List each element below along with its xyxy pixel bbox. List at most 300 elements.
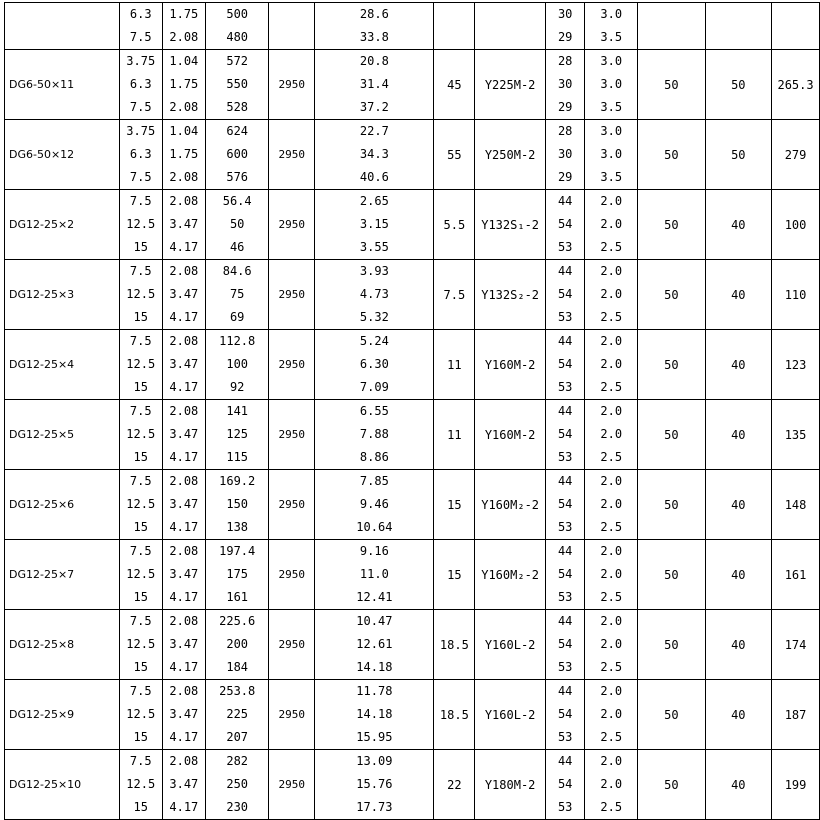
motor-model-cell: Y160L-2: [475, 610, 546, 680]
shaft-power-cell-value: 6.30: [359, 357, 389, 371]
shaft-power-cell-value: 14.18: [356, 707, 393, 721]
shaft-power-cell-value: 5.24: [359, 334, 389, 348]
npsh-cell-value: 2.5: [600, 380, 623, 394]
npsh-cell: [585, 540, 638, 610]
weight-cell: 187: [772, 680, 820, 750]
motor-power-cell: 15: [434, 470, 475, 540]
efficiency-cell: [545, 260, 584, 330]
shaft-power-cell-value: 15.95: [356, 730, 393, 744]
head-cell-value: 138: [226, 520, 249, 534]
flow-ls-cell-value: 1.75: [169, 7, 199, 21]
flow-ls-cell-value: 2.08: [169, 100, 199, 114]
efficiency-cell: [545, 120, 584, 190]
shaft-power-cell-value: 10.64: [356, 520, 393, 534]
shaft-power-cell-value: 3.93: [359, 264, 389, 278]
efficiency-cell-value: 44: [557, 544, 573, 558]
shaft-power-cell: [315, 330, 434, 400]
outlet-cell: 40: [705, 400, 772, 470]
efficiency-cell-value: 44: [557, 474, 573, 488]
efficiency-cell-value: 54: [557, 357, 573, 371]
efficiency-cell-value: 44: [557, 614, 573, 628]
flow-ls-cell-value: 3.47: [169, 567, 199, 581]
head-cell-value: 150: [226, 497, 249, 511]
speed-cell: 2950: [269, 400, 315, 470]
npsh-cell-value: 3.0: [600, 124, 623, 138]
flow-m3h-cell-value: 7.5: [129, 194, 152, 208]
head-cell-value: 175: [226, 567, 249, 581]
efficiency-cell-value: 28: [557, 54, 573, 68]
inlet-cell: 50: [638, 680, 705, 750]
npsh-cell-value: 2.0: [600, 567, 623, 581]
efficiency-cell-value: 53: [557, 590, 573, 604]
flow-m3h-cell-value: 6.3: [129, 147, 152, 161]
flow-m3h-cell-value: 6.3: [129, 7, 152, 21]
head-cell-value: 225.6: [219, 614, 256, 628]
flow-m3h-cell-value: 7.5: [129, 404, 152, 418]
speed-cell: 2950: [269, 120, 315, 190]
shaft-power-cell-value: 40.6: [359, 170, 389, 184]
shaft-power-cell-value: 7.85: [359, 474, 389, 488]
table-row: [5, 400, 820, 470]
shaft-power-cell-value: 13.09: [356, 754, 393, 768]
head-cell: [206, 680, 269, 750]
shaft-power-cell: [315, 400, 434, 470]
inlet-cell: 50: [638, 540, 705, 610]
npsh-cell-value: 2.0: [600, 194, 623, 208]
weight-cell: 174: [772, 610, 820, 680]
weight-cell: 199: [772, 750, 820, 820]
npsh-cell-value: 2.0: [600, 544, 623, 558]
npsh-cell-value: 2.0: [600, 404, 623, 418]
flow-m3h-cell-value: 6.3: [129, 77, 152, 91]
shaft-power-cell-value: 11.0: [359, 567, 389, 581]
head-cell: [206, 610, 269, 680]
shaft-power-cell: [315, 50, 434, 120]
model-cell: DG12-25×10: [5, 750, 120, 820]
flow-m3h-cell-value: 15: [133, 450, 148, 464]
weight-cell: 148: [772, 470, 820, 540]
flow-ls-cell-value: 2.08: [169, 614, 199, 628]
npsh-cell-value: 2.5: [600, 520, 623, 534]
flow-m3h-cell: [119, 680, 162, 750]
flow-m3h-cell-value: 12.5: [126, 427, 156, 441]
head-cell-value: 141: [226, 404, 249, 418]
flow-m3h-cell-value: 7.5: [129, 170, 152, 184]
weight-cell: 123: [772, 330, 820, 400]
flow-m3h-cell-value: 7.5: [129, 684, 152, 698]
motor-model-cell: Y160M₂-2: [475, 470, 546, 540]
shaft-power-cell-value: 7.09: [359, 380, 389, 394]
shaft-power-cell-value: 15.76: [356, 777, 393, 791]
flow-ls-cell: [162, 470, 206, 540]
npsh-cell-value: 3.0: [600, 54, 623, 68]
npsh-cell-value: 2.0: [600, 287, 623, 301]
flow-ls-cell: [162, 750, 206, 820]
npsh-cell-value: 3.0: [600, 147, 623, 161]
npsh-cell: [585, 680, 638, 750]
head-cell-value: 576: [226, 170, 249, 184]
shaft-power-cell: [315, 3, 434, 50]
npsh-cell: [585, 50, 638, 120]
efficiency-cell: [545, 540, 584, 610]
npsh-cell: [585, 120, 638, 190]
shaft-power-cell-value: 9.46: [359, 497, 389, 511]
shaft-power-cell-value: 20.8: [359, 54, 389, 68]
motor-power-cell: 18.5: [434, 680, 475, 750]
efficiency-cell-value: 54: [557, 567, 573, 581]
shaft-power-cell-value: 7.88: [359, 427, 389, 441]
flow-ls-cell: [162, 190, 206, 260]
head-cell-value: 624: [226, 124, 249, 138]
efficiency-cell-value: 29: [557, 170, 573, 184]
efficiency-cell-value: 53: [557, 450, 573, 464]
flow-m3h-cell-value: 15: [133, 240, 148, 254]
weight-cell: 265.3: [772, 50, 820, 120]
model-cell: DG12-25×3: [5, 260, 120, 330]
efficiency-cell-value: 44: [557, 754, 573, 768]
flow-ls-cell-value: 2.08: [169, 264, 199, 278]
inlet-cell: 50: [638, 120, 705, 190]
head-cell: [206, 470, 269, 540]
table-row: [5, 330, 820, 400]
flow-ls-cell-value: 2.08: [169, 334, 199, 348]
npsh-cell-value: 2.0: [600, 684, 623, 698]
model-cell: DG12-25×9: [5, 680, 120, 750]
flow-m3h-cell: [119, 50, 162, 120]
speed-cell: 2950: [269, 190, 315, 260]
motor-power-cell: 15: [434, 540, 475, 610]
weight-cell: [772, 3, 820, 50]
flow-ls-cell-value: 2.08: [169, 170, 199, 184]
shaft-power-cell: [315, 540, 434, 610]
npsh-cell-value: 2.0: [600, 754, 623, 768]
efficiency-cell-value: 53: [557, 310, 573, 324]
flow-m3h-cell: [119, 470, 162, 540]
head-cell-value: 282: [226, 754, 249, 768]
flow-ls-cell-value: 2.08: [169, 754, 199, 768]
outlet-cell: 50: [705, 50, 772, 120]
npsh-cell-value: 3.0: [600, 7, 623, 21]
motor-model-cell: Y180M-2: [475, 750, 546, 820]
npsh-cell-value: 2.5: [600, 730, 623, 744]
shaft-power-cell-value: 14.18: [356, 660, 393, 674]
motor-power-cell: 22: [434, 750, 475, 820]
npsh-cell-value: 2.0: [600, 497, 623, 511]
efficiency-cell: [545, 50, 584, 120]
motor-model-cell: Y250M-2: [475, 120, 546, 190]
shaft-power-cell-value: 5.32: [359, 310, 389, 324]
shaft-power-cell-value: 31.4: [359, 77, 389, 91]
shaft-power-cell-value: 2.65: [359, 194, 389, 208]
table-row: [5, 610, 820, 680]
motor-power-cell: 11: [434, 400, 475, 470]
efficiency-cell: [545, 330, 584, 400]
flow-m3h-cell-value: 15: [133, 660, 148, 674]
head-cell-value: 480: [226, 30, 249, 44]
flow-ls-cell-value: 2.08: [169, 684, 199, 698]
efficiency-cell-value: 54: [557, 777, 573, 791]
shaft-power-cell-value: 12.41: [356, 590, 393, 604]
flow-ls-cell-value: 4.17: [169, 660, 199, 674]
npsh-cell-value: 3.5: [600, 170, 623, 184]
motor-power-cell: 18.5: [434, 610, 475, 680]
motor-model-cell: Y160L-2: [475, 680, 546, 750]
motor-power-cell: 5.5: [434, 190, 475, 260]
flow-m3h-cell-value: 7.5: [129, 544, 152, 558]
inlet-cell: 50: [638, 400, 705, 470]
flow-ls-cell-value: 3.47: [169, 777, 199, 791]
flow-ls-cell-value: 2.08: [169, 194, 199, 208]
flow-ls-cell: [162, 260, 206, 330]
npsh-cell: [585, 190, 638, 260]
flow-m3h-cell-value: 7.5: [129, 614, 152, 628]
flow-m3h-cell-value: 12.5: [126, 567, 156, 581]
efficiency-cell-value: 54: [557, 497, 573, 511]
table-body: [5, 3, 820, 820]
npsh-cell-value: 3.5: [600, 30, 623, 44]
npsh-cell: [585, 750, 638, 820]
flow-ls-cell-value: 3.47: [169, 637, 199, 651]
efficiency-cell-value: 53: [557, 520, 573, 534]
weight-cell: 100: [772, 190, 820, 260]
flow-m3h-cell: [119, 190, 162, 260]
efficiency-cell-value: 28: [557, 124, 573, 138]
head-cell: [206, 3, 269, 50]
inlet-cell: 50: [638, 330, 705, 400]
npsh-cell-value: 2.5: [600, 590, 623, 604]
shaft-power-cell-value: 10.47: [356, 614, 393, 628]
npsh-cell: [585, 330, 638, 400]
npsh-cell-value: 2.0: [600, 777, 623, 791]
flow-m3h-cell-value: 7.5: [129, 30, 152, 44]
table-row: [5, 680, 820, 750]
head-cell: [206, 400, 269, 470]
speed-cell: 2950: [269, 50, 315, 120]
shaft-power-cell: [315, 750, 434, 820]
head-cell-value: 69: [229, 310, 245, 324]
efficiency-cell-value: 29: [557, 100, 573, 114]
table-row: [5, 260, 820, 330]
speed-cell: 2950: [269, 260, 315, 330]
npsh-cell-value: 2.0: [600, 357, 623, 371]
flow-ls-cell-value: 2.08: [169, 544, 199, 558]
flow-ls-cell: [162, 3, 206, 50]
table-row: [5, 50, 820, 120]
head-cell-value: 500: [226, 7, 249, 21]
efficiency-cell-value: 30: [557, 77, 573, 91]
head-cell-value: 50: [229, 217, 245, 231]
flow-ls-cell-value: 1.75: [169, 147, 199, 161]
weight-cell: 279: [772, 120, 820, 190]
weight-cell: 110: [772, 260, 820, 330]
outlet-cell: 40: [705, 540, 772, 610]
flow-ls-cell-value: 4.17: [169, 240, 199, 254]
motor-power-cell: 45: [434, 50, 475, 120]
speed-cell: 2950: [269, 470, 315, 540]
head-cell-value: 161: [226, 590, 249, 604]
head-cell-value: 600: [226, 147, 249, 161]
efficiency-cell: [545, 610, 584, 680]
model-cell: DG12-25×8: [5, 610, 120, 680]
outlet-cell: [705, 3, 772, 50]
efficiency-cell-value: 44: [557, 404, 573, 418]
flow-m3h-cell-value: 12.5: [126, 497, 156, 511]
npsh-cell: [585, 3, 638, 50]
shaft-power-cell-value: 9.16: [359, 544, 389, 558]
flow-m3h-cell-value: 7.5: [129, 264, 152, 278]
head-cell-value: 200: [226, 637, 249, 651]
head-cell-value: 253.8: [219, 684, 256, 698]
efficiency-cell-value: 30: [557, 147, 573, 161]
motor-model-cell: Y225M-2: [475, 50, 546, 120]
head-cell-value: 56.4: [222, 194, 252, 208]
flow-ls-cell-value: 4.17: [169, 520, 199, 534]
flow-ls-cell-value: 3.47: [169, 497, 199, 511]
motor-model-cell: Y132S₂-2: [475, 260, 546, 330]
npsh-cell-value: 2.0: [600, 474, 623, 488]
flow-ls-cell-value: 1.04: [169, 54, 199, 68]
flow-m3h-cell-value: 3.75: [126, 54, 156, 68]
npsh-cell-value: 2.0: [600, 264, 623, 278]
flow-ls-cell-value: 2.08: [169, 30, 199, 44]
head-cell-value: 230: [226, 800, 249, 814]
efficiency-cell-value: 44: [557, 194, 573, 208]
flow-ls-cell-value: 4.17: [169, 450, 199, 464]
flow-m3h-cell-value: 7.5: [129, 100, 152, 114]
efficiency-cell-value: 53: [557, 380, 573, 394]
model-cell: DG12-25×7: [5, 540, 120, 610]
head-cell: [206, 750, 269, 820]
flow-m3h-cell-value: 15: [133, 800, 148, 814]
pump-spec-table: [4, 2, 820, 820]
npsh-cell-value: 2.0: [600, 217, 623, 231]
flow-ls-cell-value: 3.47: [169, 357, 199, 371]
shaft-power-cell: [315, 190, 434, 260]
model-cell: DG12-25×5: [5, 400, 120, 470]
efficiency-cell-value: 53: [557, 660, 573, 674]
inlet-cell: 50: [638, 750, 705, 820]
shaft-power-cell: [315, 680, 434, 750]
flow-m3h-cell-value: 12.5: [126, 707, 156, 721]
npsh-cell-value: 3.5: [600, 100, 623, 114]
weight-cell: 135: [772, 400, 820, 470]
shaft-power-cell-value: 4.73: [359, 287, 389, 301]
shaft-power-cell-value: 11.78: [356, 684, 393, 698]
speed-cell: 2950: [269, 540, 315, 610]
shaft-power-cell-value: 37.2: [359, 100, 389, 114]
motor-model-cell: Y160M₂-2: [475, 540, 546, 610]
head-cell: [206, 330, 269, 400]
flow-ls-cell: [162, 680, 206, 750]
flow-m3h-cell-value: 15: [133, 590, 148, 604]
flow-m3h-cell-value: 12.5: [126, 357, 156, 371]
speed-cell: 2950: [269, 750, 315, 820]
motor-model-cell: Y132S₁-2: [475, 190, 546, 260]
npsh-cell: [585, 470, 638, 540]
flow-m3h-cell-value: 7.5: [129, 474, 152, 488]
flow-m3h-cell: [119, 120, 162, 190]
head-cell-value: 112.8: [219, 334, 256, 348]
efficiency-cell: [545, 680, 584, 750]
npsh-cell: [585, 260, 638, 330]
efficiency-cell-value: 53: [557, 240, 573, 254]
efficiency-cell-value: 44: [557, 334, 573, 348]
head-cell: [206, 540, 269, 610]
flow-ls-cell-value: 4.17: [169, 730, 199, 744]
efficiency-cell-value: 29: [557, 30, 573, 44]
flow-m3h-cell: [119, 750, 162, 820]
outlet-cell: 40: [705, 610, 772, 680]
flow-m3h-cell-value: 15: [133, 730, 148, 744]
table-row: [5, 750, 820, 820]
head-cell-value: 92: [229, 380, 245, 394]
flow-ls-cell-value: 2.08: [169, 474, 199, 488]
head-cell-value: 125: [226, 427, 249, 441]
head-cell-value: 250: [226, 777, 249, 791]
npsh-cell-value: 2.0: [600, 707, 623, 721]
shaft-power-cell-value: 8.86: [359, 450, 389, 464]
flow-m3h-cell: [119, 330, 162, 400]
flow-m3h-cell: [119, 610, 162, 680]
npsh-cell: [585, 610, 638, 680]
outlet-cell: 40: [705, 750, 772, 820]
flow-ls-cell-value: 1.75: [169, 77, 199, 91]
shaft-power-cell-value: 12.61: [356, 637, 393, 651]
flow-ls-cell-value: 4.17: [169, 380, 199, 394]
efficiency-cell-value: 54: [557, 707, 573, 721]
flow-ls-cell-value: 4.17: [169, 310, 199, 324]
flow-m3h-cell-value: 12.5: [126, 637, 156, 651]
npsh-cell-value: 2.5: [600, 310, 623, 324]
flow-ls-cell: [162, 50, 206, 120]
shaft-power-cell: [315, 470, 434, 540]
head-cell: [206, 50, 269, 120]
efficiency-cell-value: 44: [557, 684, 573, 698]
motor-power-cell: [434, 3, 475, 50]
efficiency-cell: [545, 470, 584, 540]
inlet-cell: [638, 3, 705, 50]
shaft-power-cell: [315, 120, 434, 190]
flow-ls-cell-value: 2.08: [169, 404, 199, 418]
head-cell-value: 115: [226, 450, 249, 464]
head-cell-value: 528: [226, 100, 249, 114]
flow-ls-cell: [162, 120, 206, 190]
efficiency-cell-value: 54: [557, 427, 573, 441]
efficiency-cell-value: 54: [557, 287, 573, 301]
speed-cell: 2950: [269, 610, 315, 680]
flow-ls-cell-value: 4.17: [169, 800, 199, 814]
flow-m3h-cell-value: 15: [133, 380, 148, 394]
head-cell-value: 572: [226, 54, 249, 68]
model-cell: [5, 3, 120, 50]
npsh-cell-value: 3.0: [600, 77, 623, 91]
efficiency-cell-value: 53: [557, 730, 573, 744]
flow-m3h-cell-value: 7.5: [129, 754, 152, 768]
efficiency-cell: [545, 3, 584, 50]
shaft-power-cell: [315, 610, 434, 680]
outlet-cell: 40: [705, 680, 772, 750]
flow-m3h-cell-value: 12.5: [126, 287, 156, 301]
weight-cell: 161: [772, 540, 820, 610]
head-cell-value: 184: [226, 660, 249, 674]
efficiency-cell: [545, 400, 584, 470]
inlet-cell: 50: [638, 260, 705, 330]
model-cell: DG12-25×4: [5, 330, 120, 400]
efficiency-cell-value: 44: [557, 264, 573, 278]
flow-ls-cell: [162, 400, 206, 470]
shaft-power-cell-value: 3.55: [359, 240, 389, 254]
efficiency-cell-value: 54: [557, 217, 573, 231]
